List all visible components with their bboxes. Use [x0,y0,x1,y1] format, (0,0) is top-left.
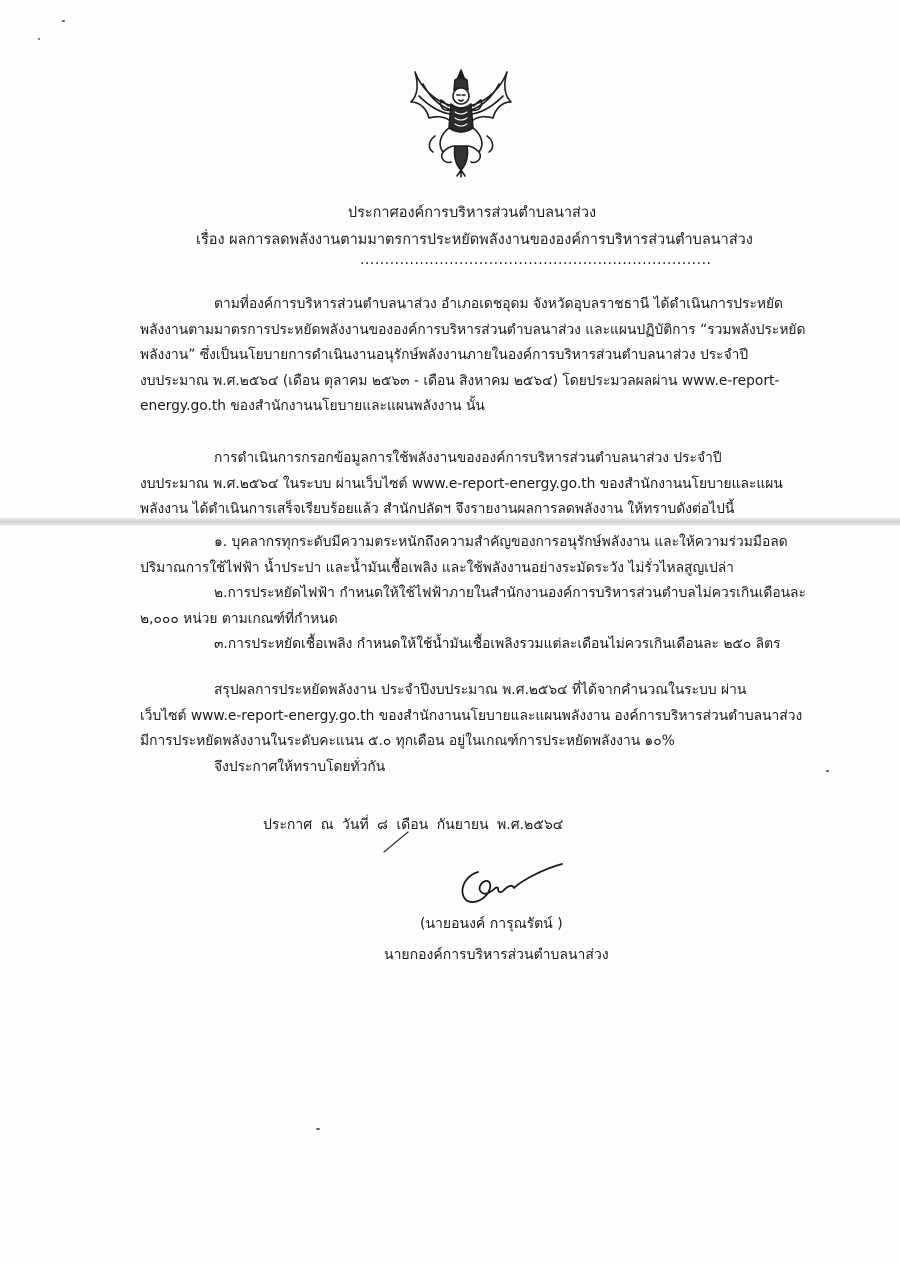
announcement-closing-line: จึงประกาศให้ทราบโดยทั่วกัน [214,758,386,775]
signature-icon [450,862,570,910]
signer-name: (นายอนงค์ การุณรัตน์ ) [420,916,563,932]
paragraph-line: ตามที่องค์การบริหารส่วนตำบลนาส่วง อำเภอเดชอุดม จังหวัดอุบลราชธานี ได้ดำเนินการประหยัด [214,296,784,312]
scan-speck [62,20,65,22]
announcement-title: ประกาศองค์การบริหารส่วนตำบลนาส่วง [347,205,597,221]
paragraph-line: พลังงาน” ซึ่งเป็นนโยบายการดำเนินงานอนุรักษ์พลังงานภายในองค์การบริหารส่วนตำบลนาส่วง ประจำปี [140,347,749,363]
pen-stroke-mark [382,828,412,854]
paragraph-background [140,292,820,420]
paragraph-line: พลังงานตามมาตรการประหยัดพลังงานขององค์การบริหารส่วนตำบลนาส่วง และแผนปฏิบัติการ “รวมพลังประหยัด [140,321,806,338]
paragraph-line: energy.go.th ของสำนักงานนโยบายและแผนพลังงาน นั้น [140,398,485,414]
paragraph-line: งบประมาณ พ.ศ.๒๕๖๔ ในระบบ ผ่านเว็บไซต์ www.e-report-energy.go.th ของสำนักงานนโยบายและแผน [140,475,783,492]
paragraph-operation [140,446,820,523]
paragraph-measures [140,530,820,658]
measure-item: ๒.การประหยัดไฟฟ้า กำหนดให้ใช้ไฟฟ้าภายในสำนักงานองค์การบริหารส่วนตำบลไม่ควรเกินเดือนละ [214,585,806,601]
paragraph-line: ปริมาณการใช้ไฟฟ้า น้ำประปา และน้ำมันเชื้อเพลิง และใช้พลังงานอย่างระมัดระวัง ไม่รั่วไหลสูญเปล่า [140,559,734,576]
signer-position: นายกองค์การบริหารส่วนตำบลนาส่วง [384,947,609,963]
scan-speck [826,770,829,772]
paragraph-summary [140,678,820,780]
announcement-date: ประกาศ ณ วันที่ ๘ เดือน กันยายน พ.ศ.๒๕๖๔ [263,817,564,833]
paragraph-line: ๒,๐๐๐ หน่วย ตามเกณฑ์ที่กำหนด [140,610,338,627]
paragraph-line: เว็บไซต์ www.e-report-energy.go.th ของสำนักงานนโยบายและแผนพลังงาน องค์การบริหารส่วนตำบลนาส่วง [140,707,803,724]
scan-speck [38,38,40,40]
separator-dots: ....................................................................... [360,252,712,268]
announcement-subject: เรื่อง ผลการลดพลังงานตามมาตรการประหยัดพลังงานขององค์การบริหารส่วนตำบลนาส่วง [196,232,753,248]
paragraph-line: งบประมาณ พ.ศ.๒๕๖๔ (เดือน ตุลาคม ๒๕๖๓ - เดือน สิงหาคม ๒๕๖๔) โดยประมวลผลผ่าน www.e-report- [140,372,780,389]
paragraph-line: สรุปผลการประหยัดพลังงาน ประจำปีงบประมาณ พ.ศ.๒๕๖๔ ที่ได้จากคำนวณในระบบ ผ่าน [214,682,747,698]
paragraph-line: พลังงาน ได้ดำเนินการเสร็จเรียบร้อยแล้ว สำนักปลัดฯ จึงรายงานผลการลดพลังงาน ให้ทราบดังต่อไปนี้ [140,501,735,517]
garuda-emblem-icon [405,66,517,178]
scan-speck [316,1128,320,1130]
measure-item: ๓.การประหยัดเชื้อเพลิง กำหนดให้ใช้น้ำมันเชื้อเพลิงรวมแต่ละเดือนไม่ควรเกินเดือนละ ๒๕๐ ลิตร [214,636,781,652]
paragraph-line: การดำเนินการกรอกข้อมูลการใช้พลังงานขององค์การบริหารส่วนตำบลนาส่วง ประจำปี [214,450,722,466]
measure-item: ๑. บุคลากรทุกระดับมีความตระหนักถึงความสำคัญของการอนุรักษ์พลังงาน และให้ความร่วมมือลด [214,534,788,550]
scan-artifact-bar [0,518,900,526]
paragraph-line: มีการประหยัดพลังงานในระดับคะแนน ๕.๐ ทุกเดือน อยู่ในเกณฑ์การประหยัดพลังงาน ๑๐% [140,733,675,749]
